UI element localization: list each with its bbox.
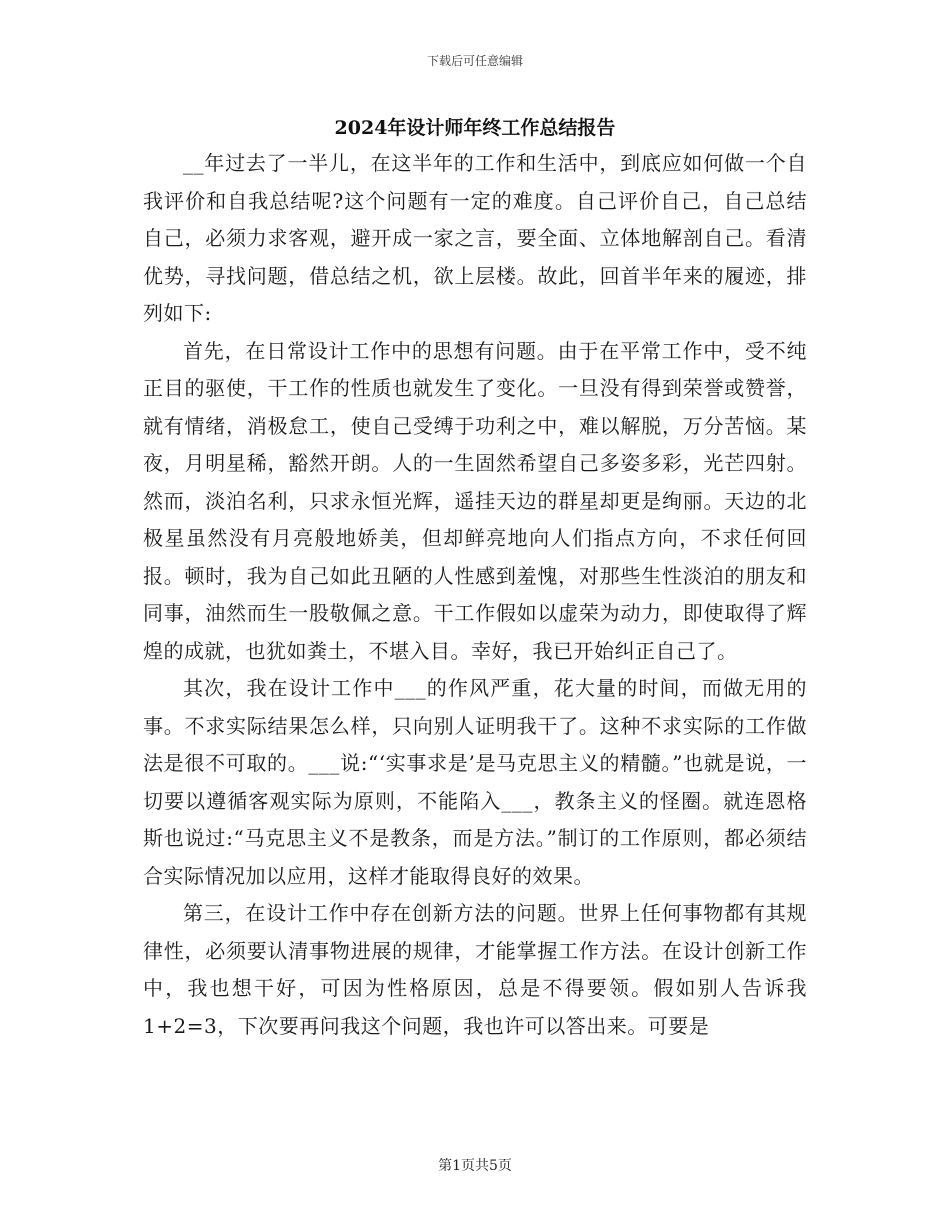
page-number-footer: 第1页共5页 [438,1158,512,1174]
paragraph-first: 首先，在日常设计工作中的思想有问题。由于在平常工作中，受不纯正目的驱使，干工作的性质也就发生了变化。一旦没有得到荣誉或赞誉，就有情绪，消极怠工，使自己受缚于功利之中，难以解脱，万分苦恼。某夜，月明星稀，豁然开朗。人的一生固然希望自己多姿多彩，光芒四射。然而，淡泊名利，只求永恒光辉，遥挂天边的群星却更是绚丽。天边的北极星虽然没有月亮般地娇美，但却鲜亮地向人们指点方向，不求任何回报。顿时，我为自己如此丑陋的人性感到羞愧，对那些生性淡泊的朋友和同事，油然而生一股敬佩之意。干工作假如以虚荣为动力，即使取得了辉煌的成就，也犹如粪土，不堪入目。幸好，我已开始纠正自己了。 [143,338,807,663]
paragraph-second: 其次，我在设计工作中___的作风严重，花大量的时间，而做无用的事。不求实际结果怎么样，只向别人证明我干了。这种不求实际的工作做法是很不可取的。___说:“‘实事求是’是马克思主义的精髓。”也就是说，一切要以遵循客观实际为原则，不能陷入___，教条主义的怪圈。就连恩格斯也说过:“马克思主义不是教条，而是方法。”制订的工作原则，都必须结合实际情况加以应用，这样才能取得良好的效果。 [143,676,807,888]
paragraph-intro: __年过去了一半儿，在这半年的工作和生活中，到底应如何做一个自我评价和自我总结呢?这个问题有一定的难度。自己评价自己，自己总结自己，必须力求客观，避开成一家之言，要全面、立体地解剖自己。看清优势，寻找问题，借总结之机，欲上层楼。故此，回首半年来的履迹，排列如下: [143,151,807,325]
page-header: 下载后可任意编辑 [426,54,523,68]
document-body [143,145,807,1045]
paragraph-third: 第三，在设计工作中存在创新方法的问题。世界上任何事物都有其规律性，必须要认清事物进展的规律，才能掌握工作方法。在设计创新工作中，我也想干好，可因为性格原因，总是不得要领。假如别人告诉我1+2=3，下次要再问我这个问题，我也许可以答出来。可要是 [143,901,807,1038]
document-title: 2024年设计师年终工作总结报告 [334,117,616,139]
